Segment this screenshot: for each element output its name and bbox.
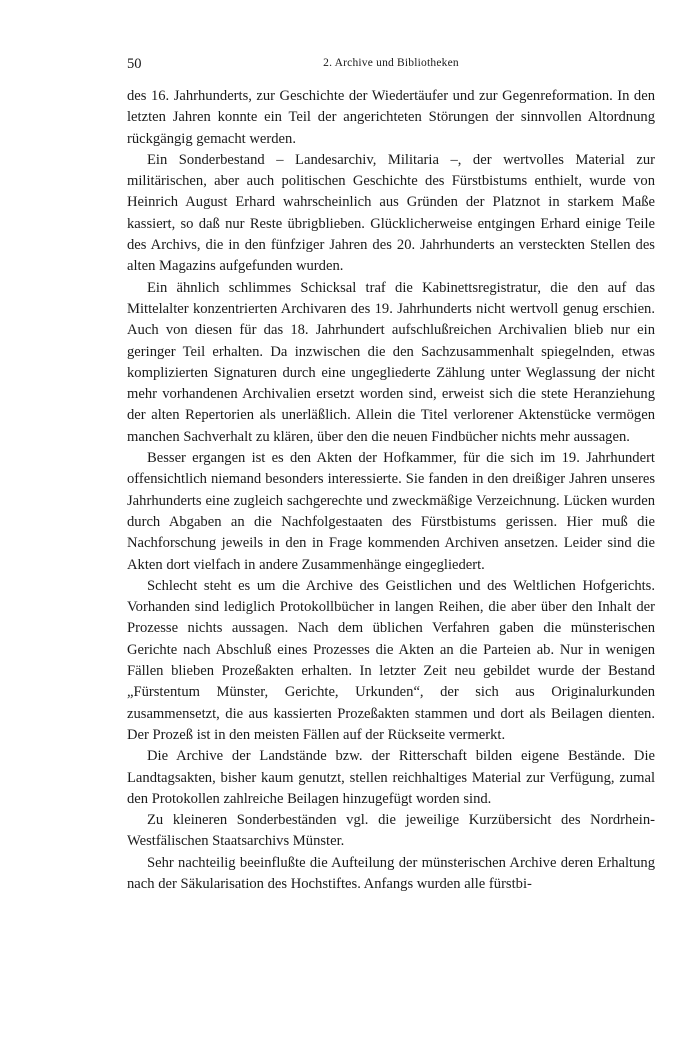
running-head: 2. Archive und Bibliotheken xyxy=(323,57,459,69)
paragraph: Besser ergangen ist es den Akten der Hofkammer, für die sich im 19. Jahrhundert offensichtlich niemand besonders interessierte. Sie fanden in den dreißiger Jahren unseres Jahrhunderts eine zugleich sachgerechte und zweckmäßige Verzeichnung. Lücken wurden durch Abgaben an die Nachfolgestaaten des Fürstbistums gerissen. Hier muß die Nachforschung jeweils in den in Frage kommenden Archiven ansetzen. Leider sind die Akten dort vielfach in andere Zusammenhänge eingegliedert. xyxy=(127,450,655,573)
body-text xyxy=(127,86,655,895)
paragraph: des 16. Jahrhunderts, zur Geschichte der Wiedertäufer und zur Gegenreformation. In den letzten Jahren konnte ein Teil der angerichteten Störungen der sinnvollen Altordnung rückgängig gemacht werden. xyxy=(127,88,655,147)
page-header xyxy=(127,56,655,78)
paragraph: Die Archive der Landstände bzw. der Ritterschaft bilden eigene Bestände. Die Landtagsakten, bisher kaum genutzt, stellen reichhaltiges Material zur Verfügung, zumal den Protokollen zahlreiche Beilagen hinzugefügt worden sind. xyxy=(127,748,655,807)
paragraph: Sehr nachteilig beeinflußte die Aufteilung der münsterischen Archive deren Erhaltung nach der Säkularisation des Hochstiftes. Anfangs wurden alle fürstbi- xyxy=(127,854,655,892)
book-page xyxy=(127,56,655,895)
page-number: 50 xyxy=(127,56,142,72)
paragraph: Ein Sonderbestand – Landesarchiv, Militaria –, der wertvolles Material zur militärischen, aber auch politischen Geschichte des Fürstbistums enthielt, wurde von Heinrich August Erhard wahrscheinlich aus Gründen der Platznot in starkem Maße kassiert, so daß nur Reste übrigblieben. Glücklicherweise entgingen Erhard einige Teile des Archivs, die in den fünfziger Jahren des 20. Jahrhunderts an versteckten Stellen des alten Magazins aufgefunden wurden. xyxy=(127,151,655,275)
paragraph: Schlecht steht es um die Archive des Geistlichen und des Weltlichen Hofgerichts. Vorhanden sind lediglich Protokollbücher in langen Reihen, die aber über den Inhalt der Prozesse nichts aussagen. Nach dem üblichen Verfahren gaben die münsterischen Gerichte nach Abschluß eines Prozesses die Akten an die Parteien ab. Nur in wenigen Fällen blieben Prozeßakten erhalten. In letzter Zeit neu gebildet wurde der Bestand „Fürstentum Münster, Gerichte, Urkunden“, der sich aus Originalurkunden zusammensetzt, die aus kassierten Prozeßakten stammen und dort als Beilagen dienten. Der Prozeß ist in den meisten Fällen auf der Rückseite vermerkt. xyxy=(127,577,655,743)
paragraph: Ein ähnlich schlimmes Schicksal traf die Kabinettsregistratur, die den auf das Mittelalter konzentrierten Archivaren des 19. Jahrhunderts nicht wertvoll genug erschien. Auch von diesen für das 18. Jahrhundert aufschlußreichen Archivalien blieb nur ein geringer Teil erhalten. Da inzwischen die den Sachzusammenhalt spiegelnden, etwas komplizierten Signaturen durch eine ungegliederte Zählung unter Weglassung der nicht mehr vorhandenen Archivalien ersetzt worden sind, erweist sich die stete Heranziehung der alten Repertorien als unerläßlich. Allein die Titel verlorener Aktenstücke vermögen manchen Sachverhalt zu klären, über den die neuen Findbücher nichts mehr aussagen. xyxy=(127,279,655,445)
paragraph: Zu kleineren Sonderbeständen vgl. die jeweilige Kurzübersicht des Nordrhein-Westfälischen Staatsarchivs Münster. xyxy=(127,812,655,850)
